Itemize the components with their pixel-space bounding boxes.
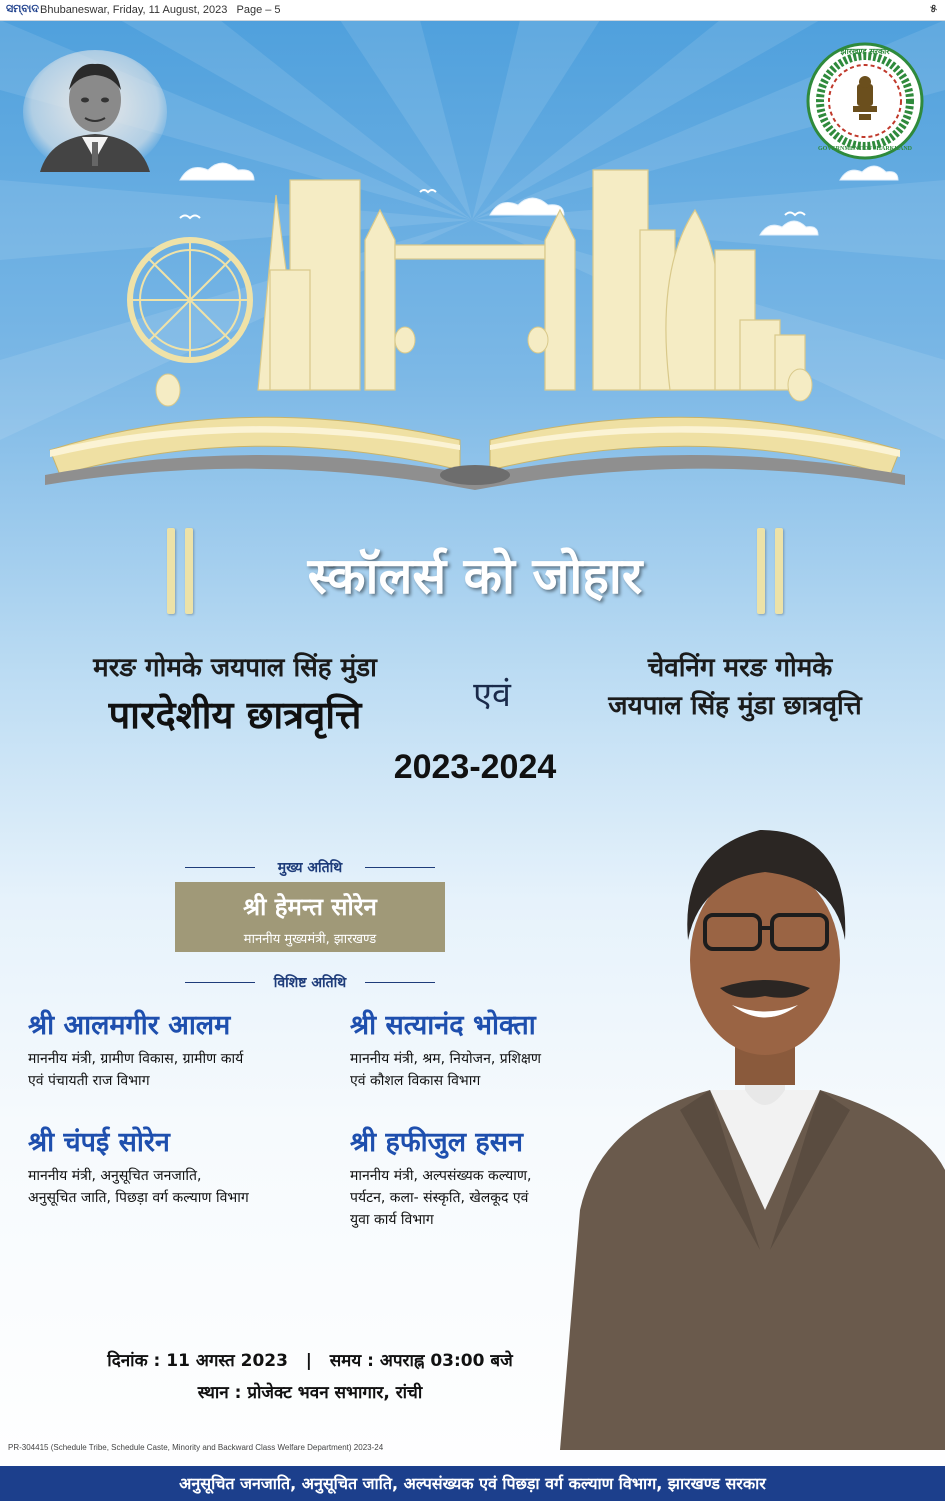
event-separator: | [305, 1351, 312, 1371]
title-left-bars [160, 528, 200, 620]
event-date: दिनांक : 11 अगस्त 2023 [107, 1351, 288, 1371]
event-venue: स्थान : प्रोजेक्ट भवन सभागार, रांची [197, 1383, 423, 1403]
special-guest-name: श्री हफीजुल हसन [350, 1127, 523, 1158]
scholarship-left-line1: मरङ गोमके जयपाल सिंह मुंडा [93, 653, 377, 683]
special-guest-3 [28, 1122, 338, 1209]
chief-guest-designation: माननीय मुख्यमंत्री, झारखण्ड [243, 932, 377, 947]
special-guest-designation: माननीय मंत्री, श्रम, नियोजन, प्रशिक्षण एवं कौशल विकास विभाग [350, 1051, 542, 1089]
chief-guest-name: श्री हेमन्त सोरेन [243, 893, 377, 921]
event-date-time [80, 1348, 540, 1371]
special-guest-name: श्री सत्यानंद भोक्ता [350, 1010, 536, 1041]
title-right-bars [750, 528, 790, 620]
scholarship-year: 2023-2024 [393, 748, 557, 786]
special-guest-name: श्री चंपई सोरेन [28, 1127, 170, 1158]
ad-release-code: PR-304415 (Schedule Tribe, Schedule Caste, Minority and Backward Class Welfare Department) 2023-24 [8, 1443, 384, 1452]
chief-guest-label: मुख्य अतिथि [175, 858, 445, 877]
scholarship-right-line2: जयपाल सिंह मुंडा छात्रवृत्ति [608, 691, 862, 721]
dateline: Bhubaneswar, Friday, 11 August, 2023 Page – 5 [40, 4, 281, 16]
special-guest-designation: माननीय मंत्री, ग्रामीण विकास, ग्रामीण कार्य एवं पंचायती राज विभाग [28, 1051, 244, 1089]
emblem-bottom-text: GOVERNMENT OF JHARKHAND [817, 146, 912, 152]
event-title-banner [150, 528, 800, 620]
chief-minister-photo [560, 790, 945, 1450]
jharkhand-government-emblem [806, 42, 924, 160]
emblem-top-text: झारखण्ड सरकार [840, 47, 890, 56]
special-guest-name: श्री आलमगीर आलम [28, 1010, 231, 1041]
special-guest-1 [28, 1005, 338, 1092]
city-skyline-from-open-book-illustration [40, 150, 910, 500]
scholarship-right-line1: चेवनिंग मरङ गोमके [647, 653, 833, 683]
scholarship-connector: एवं [473, 675, 511, 715]
chief-guest-box [175, 882, 445, 952]
event-title: स्कॉलर्स को जोहार [307, 547, 643, 605]
scholarship-left-line2: पारदेशीय छात्रवृत्ति [108, 693, 362, 737]
special-guest-designation: माननीय मंत्री, अनुसूचित जनजाति, अनुसूचित जाति, पिछड़ा वर्ग कल्याण विभाग [28, 1168, 249, 1206]
newspaper-logo: ସମ୍ବାଦ [6, 3, 39, 15]
special-guests-label: विशिष्ट अतिथि [175, 973, 445, 992]
page-number: ୫ [930, 3, 937, 15]
event-time: समय : अपराह्न 03:00 बजे [329, 1351, 513, 1371]
department-footer: अनुसूचित जनजाति, अनुसूचित जाति, अल्पसंख्यक एवं पिछड़ा वर्ग कल्याण विभाग, झारखण्ड सरकार [0, 1466, 945, 1501]
newspaper-masthead [0, 0, 945, 21]
special-guest-designation: माननीय मंत्री, अल्पसंख्यक कल्याण, पर्यटन, कला- संस्कृति, खेलकूद एवं युवा कार्य विभाग [350, 1168, 532, 1228]
